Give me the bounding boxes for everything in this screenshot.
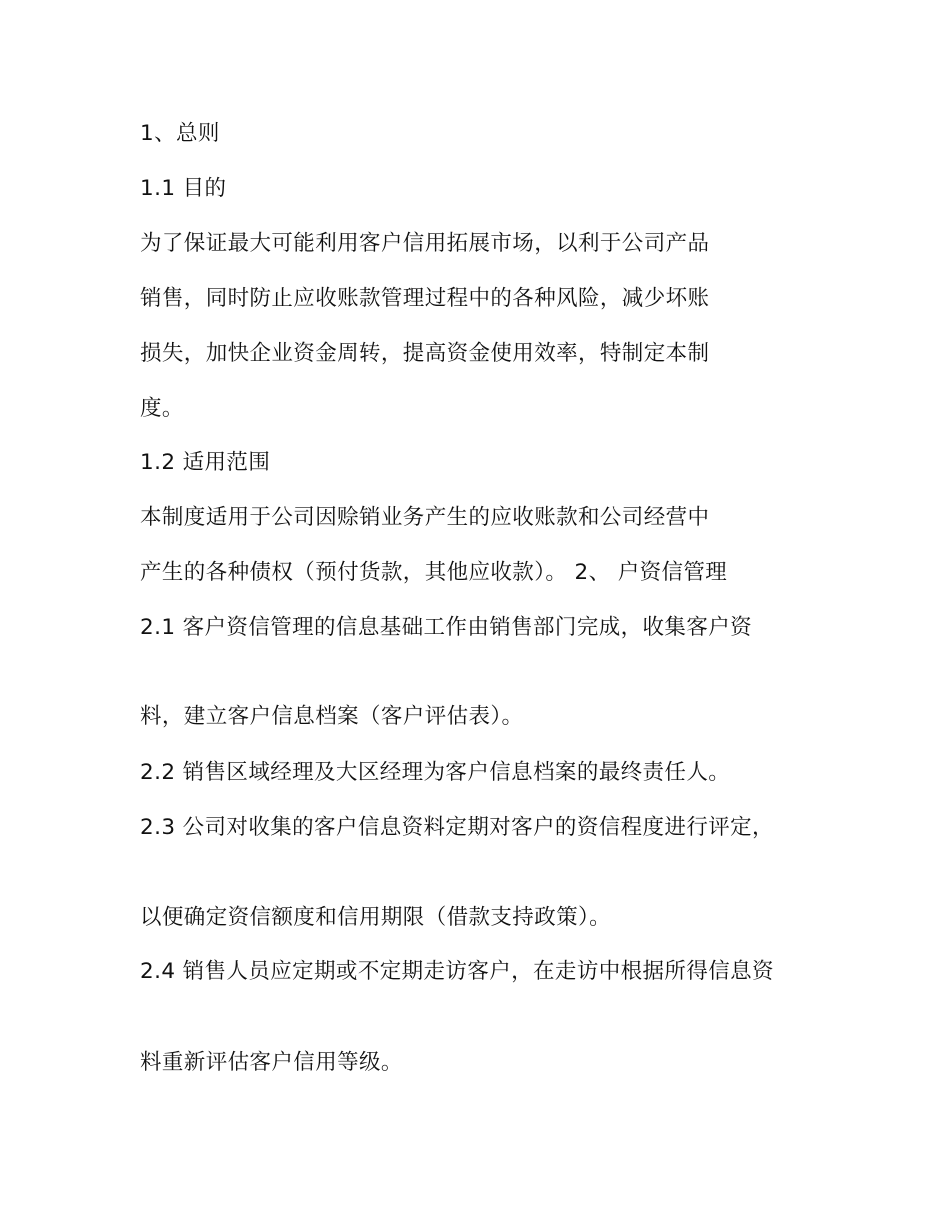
heading-purpose: 1.1 目的 [140, 176, 227, 201]
paragraph-line: 损失，加快企业资金周转，提高资金使用效率，特制定本制 [140, 341, 710, 366]
paragraph-line: 度。 [140, 396, 184, 421]
paragraph-line: 本制度适用于公司因赊销业务产生的应收账款和公司经营中 [140, 505, 710, 530]
paragraph-line: 料重新评估客户信用等级。 [140, 1050, 403, 1075]
paragraph-line: 料，建立客户信息档案（客户评估表）。 [140, 704, 524, 729]
clause-2-1: 2.1 客户资信管理的信息基础工作由销售部门完成，收集客户资 [140, 615, 753, 640]
heading-general-provisions: 1、总则 [140, 121, 220, 146]
heading-scope: 1.2 适用范围 [140, 450, 271, 475]
paragraph-line: 销售，同时防止应收账款管理过程中的各种风险，减少坏账 [140, 286, 710, 311]
clause-2-4: 2.4 销售人员应定期或不定期走访客户，在走访中根据所得信息资 [140, 959, 774, 984]
paragraph-line: 产生的各种债权（预付货款，其他应收款）。 2、 户资信管理 [140, 560, 728, 585]
paragraph-line: 以便确定资信额度和信用期限（借款支持政策）。 [140, 905, 612, 930]
clause-2-2: 2.2 销售区域经理及大区经理为客户信息档案的最终责任人。 [140, 760, 731, 785]
clause-2-3: 2.3 公司对收集的客户信息资料定期对客户的资信程度进行评定， [140, 815, 774, 840]
paragraph-line: 为了保证最大可能利用客户信用拓展市场，以利于公司产品 [140, 231, 710, 256]
